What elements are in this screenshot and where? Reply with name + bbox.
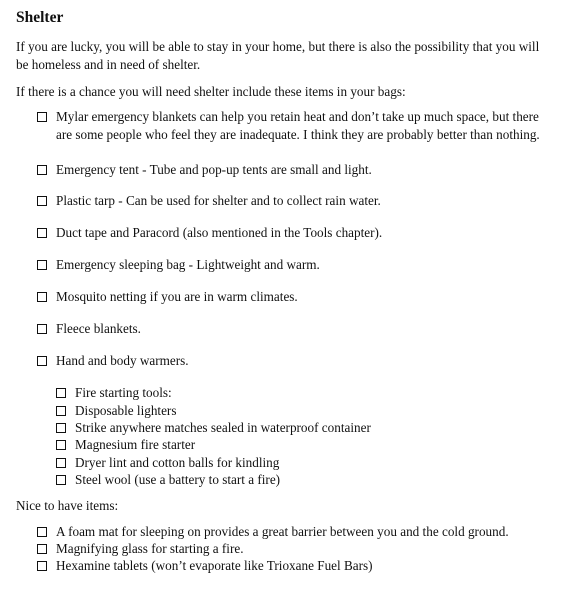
checklist-item	[37, 320, 547, 338]
sub-checklist-item	[56, 402, 546, 420]
checklist-item-text: Hexamine tablets (won’t evaporate like Trioxane Fuel Bars)	[56, 558, 373, 573]
sub-checklist-item	[56, 419, 546, 437]
checkbox-icon	[37, 260, 47, 270]
checkbox-icon	[56, 475, 66, 485]
checklist-item-text: Duct tape and Paracord (also mentioned in the Tools chapter).	[56, 225, 383, 240]
nice-heading: Nice to have items:	[16, 498, 119, 513]
checklist-item	[37, 256, 547, 274]
checklist-item-text: Emergency tent - Tube and pop-up tents are small and light.	[56, 162, 372, 177]
checklist-item-text: Strike anywhere matches sealed in waterproof container	[75, 420, 371, 435]
checklist-item	[37, 557, 547, 575]
checkbox-icon	[37, 527, 47, 537]
checkbox-icon	[37, 112, 47, 122]
checklist-item	[37, 540, 547, 558]
checkbox-icon	[37, 196, 47, 206]
intro-paragraph: If you are lucky, you will be able to stay in your home, but there is also the possibility that you will be homeless and in need of shelter.	[16, 39, 540, 72]
checkbox-icon	[37, 356, 47, 366]
checklist-item	[37, 523, 547, 541]
checkbox-icon	[56, 440, 66, 450]
checklist-item-text: Dryer lint and cotton balls for kindling	[75, 455, 280, 470]
checklist-item-text: Mylar emergency blankets can help you retain heat and don’t take up much space, but there are some people who feel they are inadequate. I think they are probably better than nothing.	[56, 109, 540, 142]
checklist-item	[37, 161, 547, 179]
section-title: Shelter	[16, 9, 64, 26]
checklist-item-text: Emergency sleeping bag - Lightweight and warm.	[56, 257, 320, 272]
checkbox-icon	[37, 292, 47, 302]
checklist-item-text: Mosquito netting if you are in warm climates.	[56, 289, 298, 304]
checklist-item	[37, 192, 547, 210]
sub-checklist-item	[56, 436, 546, 454]
checklist-item-text: Disposable lighters	[75, 403, 177, 418]
sub-checklist-item	[56, 454, 546, 472]
sub-checklist-item	[56, 384, 546, 402]
checklist-item	[37, 224, 547, 242]
checklist-item-text: Magnesium fire starter	[75, 437, 196, 452]
checklist-item-text: Fire starting tools:	[75, 385, 172, 400]
checkbox-icon	[56, 388, 66, 398]
checkbox-icon	[37, 561, 47, 571]
checkbox-icon	[37, 324, 47, 334]
checkbox-icon	[56, 423, 66, 433]
checkbox-icon	[56, 406, 66, 416]
sub-checklist-item	[56, 471, 546, 489]
checklist-item-text: Fleece blankets.	[56, 321, 141, 336]
checkbox-icon	[56, 458, 66, 468]
checklist-item	[37, 288, 547, 306]
checklist-item-text: Hand and body warmers.	[56, 353, 189, 368]
checkbox-icon	[37, 544, 47, 554]
checklist-item-text: Steel wool (use a battery to start a fire)	[75, 472, 281, 487]
lead-paragraph: If there is a chance you will need shelter include these items in your bags:	[16, 84, 406, 99]
checkbox-icon	[37, 228, 47, 238]
checkbox-icon	[37, 165, 47, 175]
checklist-item-text: Magnifying glass for starting a fire.	[56, 541, 244, 556]
checklist-item-text: A foam mat for sleeping on provides a great barrier between you and the cold ground.	[56, 524, 509, 539]
checklist-item	[37, 352, 547, 370]
checklist-item	[37, 108, 547, 144]
checklist-item-text: Plastic tarp - Can be used for shelter and to collect rain water.	[56, 193, 381, 208]
